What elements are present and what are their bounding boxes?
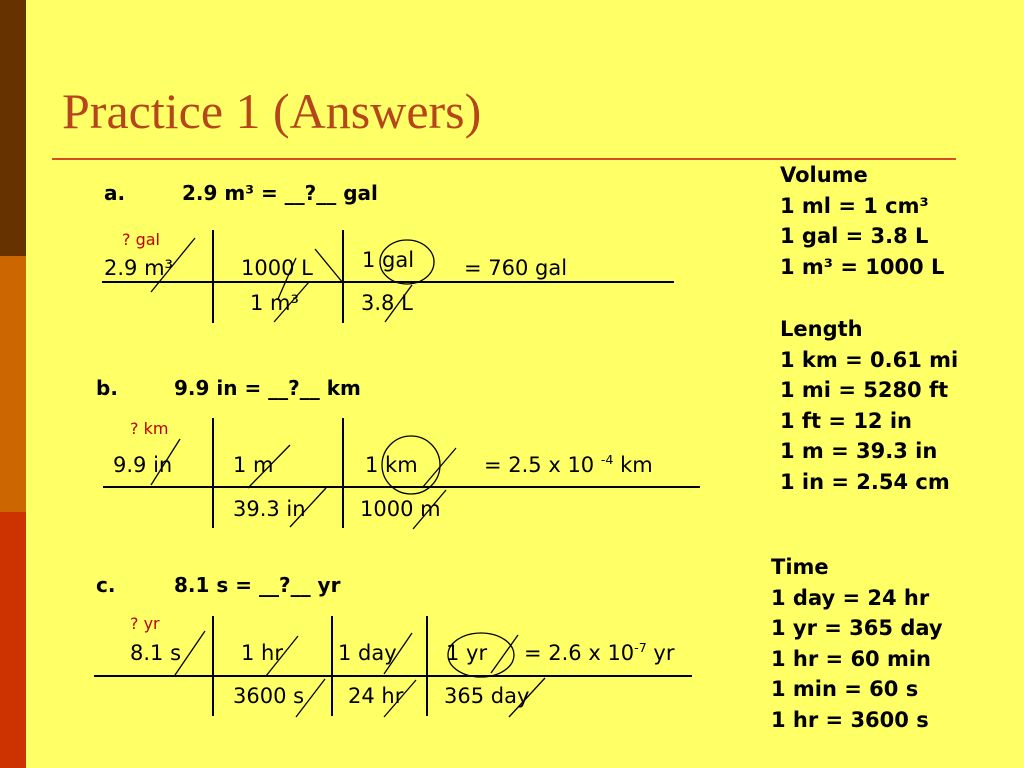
problem-c-divider-3 — [426, 616, 428, 716]
problem-b-result-prefix: = 2.5 x 10 — [484, 453, 595, 477]
side-strip-bottom — [0, 512, 26, 768]
problem-a-result: = 760 gal — [464, 256, 568, 280]
problem-b-num2: 1 km — [365, 453, 418, 477]
problem-c-statement: 8.1 s = __?__ yr — [174, 573, 341, 597]
problem-b-num1: 1 m — [233, 453, 274, 477]
volume-fact: 1 ml = 1 cm³ — [780, 193, 929, 218]
problem-b — [96, 376, 361, 400]
time-fact: 1 hr = 60 min — [771, 646, 932, 671]
problem-b-fraction-bar — [103, 486, 700, 488]
problem-c-result — [524, 641, 674, 665]
reference-length — [780, 314, 958, 498]
problem-a-start: 2.9 m³ — [104, 256, 173, 280]
problem-a-statement: 2.9 m³ = __?__ gal — [182, 181, 378, 205]
time-fact: 1 min = 60 s — [771, 677, 919, 702]
volume-fact: 1 m³ = 1000 L — [780, 254, 945, 279]
problem-a-den1: 1 m³ — [250, 291, 299, 315]
problem-b-start: 9.9 in — [113, 453, 173, 477]
problem-a-divider-1 — [212, 230, 214, 323]
problem-b-result-unit: km — [620, 453, 653, 477]
length-fact: 1 mi = 5280 ft — [780, 378, 949, 403]
problem-b-result — [484, 453, 653, 477]
length-fact: 1 in = 2.54 cm — [780, 469, 950, 494]
problem-c-num1: 1 hr — [241, 641, 283, 665]
reference-time — [771, 552, 943, 736]
slide-title: Practice 1 (Answers) — [62, 83, 482, 139]
problem-b-result-exponent: -4 — [600, 452, 614, 467]
length-fact: 1 km = 0.61 mi — [780, 347, 959, 372]
problem-a-fraction-bar — [102, 281, 674, 283]
problem-a-divider-2 — [342, 230, 344, 323]
problem-b-divider-2 — [342, 418, 344, 528]
problem-c-fraction-bar — [94, 675, 692, 677]
problem-c-start: 8.1 s — [130, 641, 182, 665]
volume-heading: Volume — [780, 163, 868, 187]
problem-b-statement: 9.9 in = __?__ km — [174, 376, 361, 400]
problem-c-result-exponent: -7 — [634, 640, 647, 655]
problem-c-result-unit: yr — [653, 641, 675, 665]
problem-a-den2: 3.8 L — [361, 291, 413, 315]
problem-c-result-prefix: = 2.6 x 10 — [524, 641, 635, 665]
problem-b-hint: ? km — [130, 419, 169, 438]
cancel-slash — [491, 635, 518, 673]
time-fact: 1 day = 24 hr — [771, 585, 930, 610]
problem-a — [104, 181, 378, 205]
problem-a-num2: 1 gal — [362, 248, 415, 272]
cancel-slash — [422, 448, 456, 488]
cancel-slash — [315, 249, 343, 283]
problem-a-label: a. — [104, 181, 126, 205]
reference-volume — [780, 160, 944, 282]
volume-fact: 1 gal = 3.8 L — [780, 224, 929, 249]
time-fact: 1 hr = 3600 s — [771, 707, 929, 732]
side-strip-middle — [0, 256, 26, 512]
length-fact: 1 m = 39.3 in — [780, 439, 938, 464]
problem-c-den2: 24 hr — [348, 684, 404, 708]
problem-b-label: b. — [96, 376, 118, 400]
problem-c-divider-1 — [212, 616, 214, 716]
length-heading: Length — [780, 317, 863, 341]
problem-a-hint: ? gal — [122, 230, 160, 249]
side-strip-top — [0, 0, 26, 256]
problem-c-num2: 1 day — [338, 641, 397, 665]
time-heading: Time — [771, 555, 829, 579]
problem-c — [96, 573, 340, 597]
problem-a-num1: 1000 L — [241, 256, 313, 280]
problem-b-den1: 39.3 in — [233, 497, 306, 521]
problem-b-den2: 1000 m — [360, 497, 441, 521]
length-fact: 1 ft = 12 in — [780, 408, 912, 433]
problem-c-den3: 365 day — [444, 684, 530, 708]
problem-b-divider-1 — [212, 418, 214, 528]
problem-c-label: c. — [96, 573, 116, 597]
problem-c-num3: 1 yr — [446, 641, 488, 665]
problem-c-hint: ? yr — [130, 614, 160, 633]
time-fact: 1 yr = 365 day — [771, 616, 943, 641]
problem-c-den1: 3600 s — [233, 684, 305, 708]
problem-c-divider-2 — [331, 616, 333, 716]
